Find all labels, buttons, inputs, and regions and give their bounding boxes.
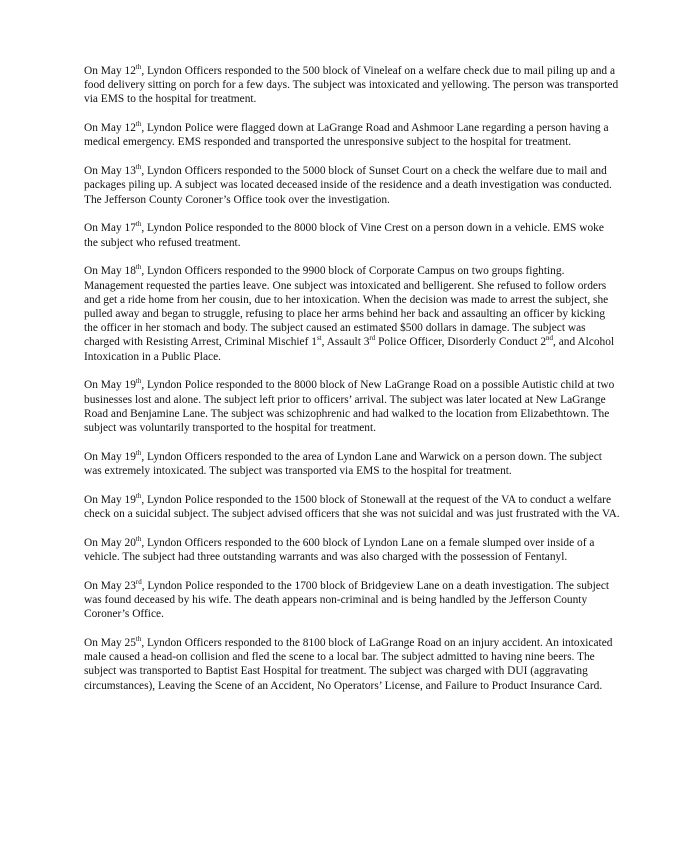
report-paragraph-9: On May 20th, Lyndon Officers responded to the 600 block of Lyndon Lane on a female slumped over inside of a vehicle. The subject had three outstanding warrants and was also charged with the possession of Fentanyl. xyxy=(84,535,595,564)
report-paragraph-8: On May 19th, Lyndon Police responded to the 1500 block of Stonewall at the request of the VA to conduct a welfare check on a suicidal subject. The subject advised officers that she was not suicidal and was just frustrated with the VA. xyxy=(84,492,620,521)
report-paragraph-6: On May 19th, Lyndon Police responded to the 8000 block of New LaGrange Road on a possible Autistic child at two businesses lost and alone. The subject left prior to officers’ arrival. The subject was later located at New LaGrange Road and Benjamine Lane. The subject was schizophrenic and had walked to the location from Elizabethtown. The subject was voluntarily transported to the hospital for treatment. xyxy=(84,377,615,435)
police-report-page xyxy=(84,64,620,707)
report-paragraph-7: On May 19th, Lyndon Officers responded to the area of Lyndon Lane and Warwick on a person down. The subject was extremely intoxicated. The subject was transported via EMS to the hospital for treatment. xyxy=(84,449,602,478)
report-paragraph-2: On May 12th, Lyndon Police were flagged down at LaGrange Road and Ashmoor Lane regarding a person having a medical emergency. EMS responded and transported the unresponsive subject to the hospital for treatment. xyxy=(84,120,609,149)
report-paragraph-5: On May 18th, Lyndon Officers responded to the 9900 block of Corporate Campus on two groups fighting. Management requested the parties leave. One subject was intoxicated and belligerent. She refused to follow orders and get a ride home from her cousin, due to her intoxication. When the decision was made to arrest the subject, she pulled away and began to struggle, refusing to place her arms behind her back and assaulting an officer by kicking the officer in her stomach and body. The subject caused an estimated $500 dollars in damage. The subject was charged with Resisting Arrest, Criminal Mischief 1st, Assault 3rd Police Officer, Disorderly Conduct 2nd, and Alcohol Intoxication in a Public Place. xyxy=(84,263,615,363)
report-paragraph-10: On May 23rd, Lyndon Police responded to the 1700 block of Bridgeview Lane on a death investigation. The subject was found deceased by his wife. The death appears non-criminal and is being handled by the Jefferson County Coroner’s Office. xyxy=(84,578,610,621)
report-paragraph-3: On May 13th, Lyndon Officers responded to the 5000 block of Sunset Court on a check the welfare due to mail and packages piling up. A subject was located deceased inside of the residence and a death investigation was conducted. The Jefferson County Coroner’s Office took over the investigation. xyxy=(84,163,612,206)
report-paragraph-4: On May 17th, Lyndon Police responded to the 8000 block of Vine Crest on a person down in a vehicle. EMS woke the subject who refused treatment. xyxy=(84,220,604,249)
report-paragraph-1: On May 12th, Lyndon Officers responded to the 500 block of Vineleaf on a welfare check due to mail piling up and a food delivery sitting on porch for a few days. The subject was intoxicated and yellowing. The person was transported via EMS to the hospital for treatment. xyxy=(84,63,619,106)
report-paragraph-11: On May 25th, Lyndon Officers responded to the 8100 block of LaGrange Road on an injury accident. An intoxicated male caused a head-on collision and fled the scene to a local bar. The subject admitted to having nine beers. The subject was transported to Baptist East Hospital for treatment. The subject was charged with DUI (aggravating circumstances), Leaving the Scene of an Accident, No Operators’ License, and Failure to Product Insurance Card. xyxy=(84,635,613,692)
